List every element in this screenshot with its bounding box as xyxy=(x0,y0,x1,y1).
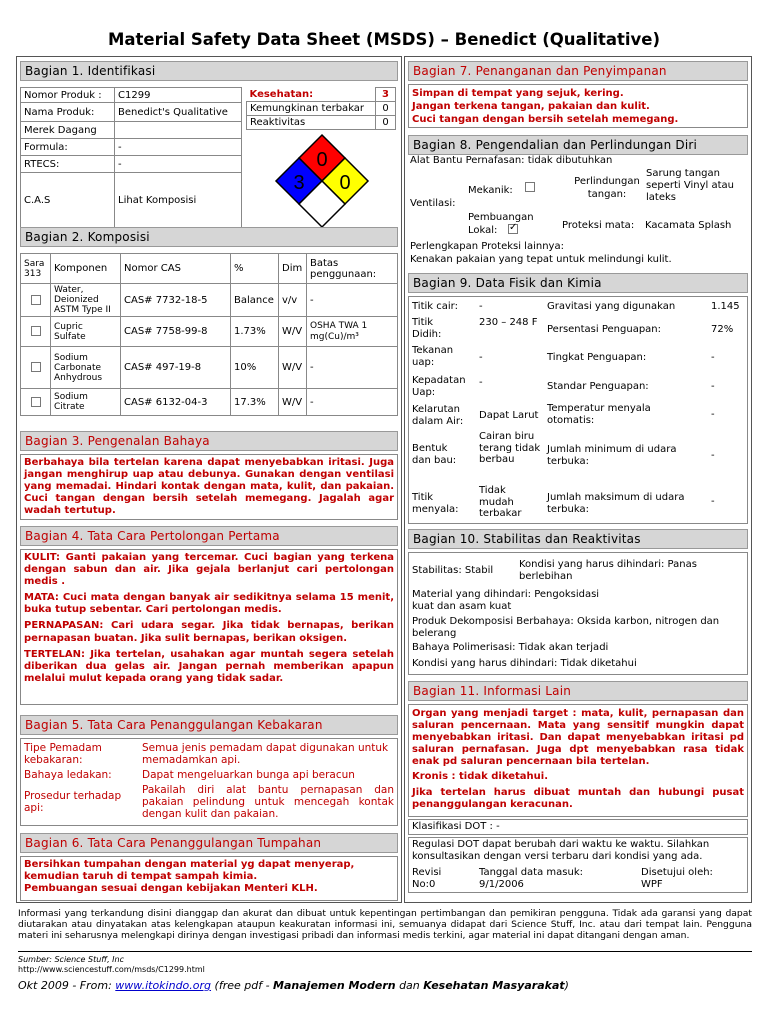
phys-value: Dapat Larut xyxy=(479,410,539,421)
phys-value: - xyxy=(711,450,715,461)
phys-value: - xyxy=(711,409,715,420)
nfpa-diamond xyxy=(274,133,370,229)
tertelan-text: Jika tertelan harus dibuat muntah dan hubungi pusat penanggulangan keracunan. xyxy=(412,786,744,810)
id-label: Nomor Produk : xyxy=(21,88,115,103)
table-row xyxy=(21,347,398,389)
phys-value: 72% xyxy=(711,324,734,335)
hazard-value: 0 xyxy=(376,116,396,130)
id-value: Benedict's Qualitative xyxy=(115,103,242,122)
section-1-header: Bagian 1. Identifikasi xyxy=(20,61,398,81)
physical-data-box xyxy=(408,296,748,524)
id-value: Lihat Komposisi xyxy=(115,173,242,229)
first-aid-mata: MATA: Cuci mata dengan banyak air sedikitnya selama 15 menit, buka tutup sebentar. Cari pertolongan medis. xyxy=(24,592,394,616)
phys-value: Tidak mudah terbakar xyxy=(479,485,522,519)
section-5-header: Bagian 5. Tata Cara Penanggulangan Kebakaran xyxy=(20,715,398,735)
sarung-label: Perlindungan tangan: xyxy=(574,176,640,200)
tanggal-value: 9/1/2006 xyxy=(479,879,524,890)
hazard-text: Berbahaya bila tertelan karena dapat menyebabkan iritasi. Juga jangan menghirup uap atau debunya. Gunakan dengan ventilasi yang memadai. Hindari kontak dengan mata, kulit, dan pakaian. Cuci tangan dengan bersih setelah memegang. Jagalah agar wadah tertutup. xyxy=(20,454,398,520)
phys-label: Bentuk dan bau: xyxy=(412,443,457,466)
phys-label: Titik cair: xyxy=(412,301,458,312)
phys-label: Kepadatan Uap: xyxy=(412,375,466,398)
komponen-cell: Water, Deionized ASTM Type II xyxy=(51,284,121,317)
identity-table xyxy=(20,87,242,229)
source-label: Sumber: Science Stuff, Inc xyxy=(18,955,124,964)
col-header: Dim xyxy=(279,254,307,284)
section-4-header: Bagian 4. Tata Cara Pertolongan Pertama xyxy=(20,526,398,546)
revisi-value: No:0 xyxy=(412,879,436,890)
dim-cell: W/V xyxy=(279,317,307,347)
pct-cell: 1.73% xyxy=(231,317,279,347)
hazard-ratings xyxy=(246,87,396,130)
col-header: Batas penggunaan: xyxy=(307,254,398,284)
komponen-cell: Sodium Citrate xyxy=(51,389,121,416)
phys-value: 1.145 xyxy=(711,301,740,312)
phys-label: Titik menyala: xyxy=(412,492,459,515)
proteksi-mata-value: Kacamata Splash xyxy=(645,220,732,231)
spill-text: Bersihkan tumpahan dengan material yg dapat menyerap, kemudian taruh di tempat sampah kimia. xyxy=(24,859,355,883)
regulation-box xyxy=(408,837,748,893)
nfpa-top-value: 0 xyxy=(316,149,328,171)
storage-box xyxy=(408,84,748,128)
id-value: - xyxy=(115,156,242,173)
phys-label: Jumlah minimum di udara terbuka: xyxy=(547,444,677,467)
col-header: Sara 313 xyxy=(21,254,51,284)
phys-label: Titik Didih: xyxy=(412,317,442,340)
fire-label: Prosedur terhadap api: xyxy=(24,790,122,815)
first-aid-box xyxy=(20,549,398,705)
phys-label: Kelarutan dalam Air: xyxy=(412,404,464,427)
cas-cell: CAS# 497-19-8 xyxy=(121,347,231,389)
composition-table xyxy=(20,253,398,416)
storage-line: Simpan di tempat yang sejuk, kering. xyxy=(412,88,624,99)
section-10 xyxy=(408,529,748,675)
id-value xyxy=(115,122,242,139)
credit-free: (free pdf - xyxy=(211,979,274,992)
mekanik-checkbox[interactable] xyxy=(525,182,535,192)
section-11-header: Bagian 11. Informasi Lain xyxy=(408,681,748,701)
tanggal-label: Tanggal data masuk: xyxy=(479,867,583,878)
fire-value: Pakailah diri alat bantu pernapasan dan pakaian pelindung untuk mencegah kontak dengan kulit dan pakaian. xyxy=(142,784,394,821)
sara-checkbox[interactable] xyxy=(31,362,41,372)
storage-line: Jangan terkena tangan, pakaian dan kulit. xyxy=(412,101,650,112)
phys-value: - xyxy=(711,352,715,363)
id-label: RTECS: xyxy=(21,156,115,173)
phys-label: Jumlah maksimum di udara terbuka: xyxy=(547,492,685,515)
first-aid-kulit: KULIT: Ganti pakaian yang tercemar. Cuci bagian yang terkena dengan sabun dan air. Jika gejala berlanjut cari pertolongan medis . xyxy=(24,552,394,588)
cas-cell: CAS# 7732-18-5 xyxy=(121,284,231,317)
table-row xyxy=(21,389,398,416)
kronis-text: Kronis : tidak diketahui. xyxy=(412,771,549,783)
itokindo-link[interactable]: www.itokindo.org xyxy=(115,979,212,992)
sara-checkbox[interactable] xyxy=(31,295,41,305)
ventilasi-label: Ventilasi: xyxy=(410,198,456,209)
phys-label: Standar Penguapan: xyxy=(547,381,649,392)
disetujui-value: WPF xyxy=(641,879,663,890)
credit-prefix: Okt 2009 - From: xyxy=(18,979,116,992)
pct-cell: 10% xyxy=(231,347,279,389)
first-aid-pernapasan: PERNAPASAN: Cari udara segar. Jika tidak bernapas, berikan pernapasan buatan. Jika sulit bernapas, berikan oksigen. xyxy=(24,620,394,644)
credit-dan: dan xyxy=(395,979,424,992)
kondisi-dihindari: Kondisi yang harus dihindari: Panas berlebihan xyxy=(519,559,697,582)
phys-value: - xyxy=(711,381,715,392)
stability-box xyxy=(408,552,748,675)
cas-cell: CAS# 6132-04-3 xyxy=(121,389,231,416)
fire-label: Bahaya ledakan: xyxy=(24,769,112,782)
proteksi-lain-label: Perlengkapan Proteksi lainnya: xyxy=(410,241,564,252)
stability-value: Stabilitas: Stabil xyxy=(412,565,494,576)
material-dihindari: Material yang dihindari: Pengoksidasi kuat dan asam kuat xyxy=(412,589,600,612)
pct-cell: 17.3% xyxy=(231,389,279,416)
mekanik-label: Mekanik: xyxy=(468,185,513,196)
phys-value: Cairan biru terang tidak berbau xyxy=(479,431,541,465)
phys-value: - xyxy=(479,377,483,388)
section-9 xyxy=(408,273,748,524)
section-9-header: Bagian 9. Data Fisik dan Kimia xyxy=(408,273,748,293)
revisi-label: Revisi xyxy=(412,867,442,878)
pct-cell: Balance xyxy=(231,284,279,317)
batas-cell: - xyxy=(307,389,398,416)
bottom-credit xyxy=(18,979,569,992)
id-label: C.A.S xyxy=(21,173,115,229)
phys-label: Tekanan uap: xyxy=(412,345,454,368)
section-11 xyxy=(408,681,748,893)
section-8-header: Bagian 8. Pengendalian dan Perlindungan Diri xyxy=(408,135,748,155)
section-10-header: Bagian 10. Stabilitas dan Reaktivitas xyxy=(408,529,748,549)
section-8 xyxy=(408,135,748,265)
section-2 xyxy=(20,227,398,416)
section-2-header: Bagian 2. Komposisi xyxy=(20,227,398,247)
nfpa-left-value: 3 xyxy=(293,172,305,194)
credit-mm: Manajemen Modern xyxy=(273,979,396,992)
hazard-label: Kemungkinan terbakar xyxy=(247,102,376,116)
produk-dekomposisi: Produk Dekomposisi Berbahaya: Oksida karbon, nitrogen dan belerang xyxy=(412,616,720,639)
table-row xyxy=(21,284,398,317)
alat-bantu: Alat Bantu Pernafasan: tidak dibutuhkan xyxy=(410,155,613,166)
phys-value: - xyxy=(711,496,715,507)
section-6 xyxy=(20,833,398,901)
credit-km: Kesehatan Masyarakat xyxy=(423,979,565,992)
page-title: Material Safety Data Sheet (MSDS) – Benedict (Qualitative) xyxy=(107,30,661,49)
footer-divider xyxy=(18,951,752,952)
lokal-label: Pembuangan Lokal: xyxy=(468,212,534,236)
section-7-header: Bagian 7. Penanganan dan Penyimpanan xyxy=(408,61,748,81)
id-label: Nama Produk: xyxy=(21,103,115,122)
right-column xyxy=(404,56,752,903)
credit-close: ) xyxy=(564,979,569,992)
id-value: C1299 xyxy=(115,88,242,103)
phys-label: Temperatur menyala otomatis: xyxy=(547,403,651,426)
cas-cell: CAS# 7758-99-8 xyxy=(121,317,231,347)
dim-cell: W/V xyxy=(279,389,307,416)
first-aid-tertelan: TERTELAN: Jika tertelan, usahakan agar muntah segera setelah diberikan dua gelas air. Jangan pernah memberikan apapun melalui mulut kepada orang yang tidak sadar. xyxy=(24,648,394,684)
section-1 xyxy=(20,61,398,206)
fire-value: Dapat mengeluarkan bunga api beracun xyxy=(142,769,355,782)
section-3 xyxy=(20,431,398,520)
phys-label: Gravitasi yang digunakan xyxy=(547,301,676,312)
table-row xyxy=(21,317,398,347)
kondisi-dihindari-2: Kondisi yang harus dihindari: Tidak diketahui xyxy=(412,658,637,669)
sara-checkbox[interactable] xyxy=(31,397,41,407)
batas-cell: - xyxy=(307,347,398,389)
sara-checkbox[interactable] xyxy=(31,326,41,336)
lokal-checkbox[interactable] xyxy=(508,224,518,234)
hazard-label: Reaktivitas xyxy=(247,116,376,130)
polimerisasi: Bahaya Polimerisasi: Tidak akan terjadi xyxy=(412,642,609,653)
id-value: - xyxy=(115,139,242,156)
other-info-text: Organ yang menjadi target : mata, kulit, pernapasan dan saluran pencernaan. Mata yang sensitif mungkin dapat menyebabkan iritasi. Dan dapat menyebabkan iritasi pd saluran pernafasan. Juga dpt menyebabkan rasa tidak enak pd saluran pencernaan bila tertelan. xyxy=(412,708,744,768)
id-label: Formula: xyxy=(21,139,115,156)
section-6-header: Bagian 6. Tata Cara Penanggulangan Tumpahan xyxy=(20,833,398,853)
phys-value: - xyxy=(479,301,483,312)
section-5 xyxy=(20,715,398,826)
storage-line: Cuci tangan dengan bersih setelah memegang. xyxy=(412,114,679,125)
phys-value: 230 – 248 F xyxy=(479,317,538,328)
disetujui-label: Disetujui oleh: xyxy=(641,867,713,878)
dim-cell: W/V xyxy=(279,347,307,389)
col-header: Komponen xyxy=(51,254,121,284)
spill-box xyxy=(20,856,398,901)
hazard-value: 0 xyxy=(376,102,396,116)
fire-box xyxy=(20,738,398,826)
section-3-header: Bagian 3. Pengenalan Bahaya xyxy=(20,431,398,451)
nfpa-right-value: 0 xyxy=(339,172,351,194)
col-header: Nomor CAS xyxy=(121,254,231,284)
section-4 xyxy=(20,526,398,705)
phys-label: Persentasi Penguapan: xyxy=(547,324,662,335)
other-info-box xyxy=(408,704,748,817)
col-header: % xyxy=(231,254,279,284)
phys-value: - xyxy=(479,352,483,363)
sarung-value: Sarung tangan seperti Vinyl atau lateks xyxy=(646,168,734,203)
regulation-text: Regulasi DOT dapat berubah dari waktu ke waktu. Silahkan konsultasikan dengan versi terbaru dari kondisi yang ada. xyxy=(412,839,710,862)
komponen-cell: Sodium Carbonate Anhydrous xyxy=(51,347,121,389)
left-column xyxy=(16,56,402,903)
id-label: Merek Dagang xyxy=(21,122,115,139)
hazard-value: 3 xyxy=(376,88,396,102)
source-url[interactable]: http://www.sciencestuff.com/msds/C1299.html xyxy=(18,964,205,974)
hazard-label: Kesehatan: xyxy=(249,88,314,100)
dot-classification: Klasifikasi DOT : - xyxy=(408,819,748,835)
dim-cell: v/v xyxy=(279,284,307,317)
disclaimer-text: Informasi yang terkandung disini dianggap dan akurat dan dibuat untuk kepentingan pertimbangan dan pemikiran pengguna. Tidak ada garansi yang dapat diutarakan atau dinyatakan atas kelengkapan ataupun keakuratan informasi ini, semuanya didapat dari Science Stuff, Inc. atau dari tempat lain. Pengguna materi ini seharusnya melengkapi dirinya dengan investigasi pribadi dan informasi medis terkini, agar material ini dapat ditangani dengan aman. xyxy=(18,908,752,941)
spill-disposal: Pembuangan sesuai dengan kebijakan Menteri KLH. xyxy=(24,883,318,895)
fire-value: Semua jenis pemadam dapat digunakan untuk memadamkan api. xyxy=(142,742,389,767)
batas-cell: OSHA TWA 1 mg(Cu)/m³ xyxy=(307,317,398,347)
phys-label: Tingkat Penguapan: xyxy=(547,352,647,363)
proteksi-mata-label: Proteksi mata: xyxy=(562,220,635,231)
source-block xyxy=(18,955,205,974)
proteksi-lain-value: Kenakan pakaian yang tepat untuk melindungi kulit. xyxy=(410,254,672,265)
fire-label: Tipe Pemadam kebakaran: xyxy=(24,742,102,767)
batas-cell: - xyxy=(307,284,398,317)
komponen-cell: Cupric Sulfate xyxy=(51,317,121,347)
section-7 xyxy=(408,61,748,128)
